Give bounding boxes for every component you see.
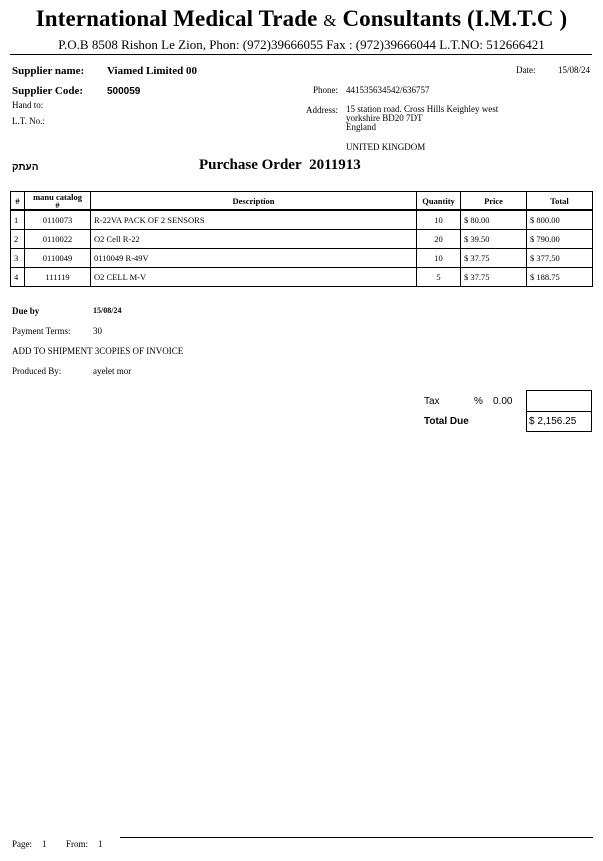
footer-divider bbox=[120, 837, 593, 838]
row-catalog: 0110022 bbox=[25, 230, 91, 249]
address-label: Address: bbox=[306, 105, 338, 115]
row-catalog: 0110049 bbox=[25, 249, 91, 268]
address-country: UNITED KINGDOM bbox=[346, 142, 426, 152]
from-label: From: bbox=[66, 839, 89, 849]
header-divider bbox=[10, 54, 592, 55]
header-description: Description bbox=[91, 192, 417, 211]
due-by-label: Due by bbox=[12, 306, 40, 316]
row-price: $ 37.75 bbox=[461, 249, 527, 268]
table-row bbox=[11, 249, 593, 268]
hand-to-label: Hand to: bbox=[12, 100, 44, 110]
row-num: 3 bbox=[11, 249, 25, 268]
row-catalog: 0110073 bbox=[25, 210, 91, 230]
purchase-order-title bbox=[199, 157, 361, 174]
table-row bbox=[11, 230, 593, 249]
page-label: Page: bbox=[12, 839, 32, 849]
address-line-2: yorkshire BD20 7DT bbox=[346, 113, 423, 123]
supplier-name-value: Viamed Limited 00 bbox=[107, 65, 198, 77]
produced-by-label: Produced By: bbox=[12, 366, 62, 376]
row-quantity: 10 bbox=[417, 210, 461, 230]
row-quantity: 20 bbox=[417, 230, 461, 249]
row-total: $ 800.00 bbox=[527, 210, 593, 230]
payment-terms-value: 30 bbox=[93, 326, 102, 336]
row-quantity: 10 bbox=[417, 249, 461, 268]
payment-terms-label: Payment Terms: bbox=[12, 326, 71, 336]
copy-label: העתק bbox=[12, 162, 39, 173]
company-name bbox=[0, 6, 603, 32]
header-total: Total bbox=[527, 192, 593, 211]
row-quantity: 5 bbox=[417, 268, 461, 287]
purchase-order-number: 2011913 bbox=[309, 157, 361, 173]
row-catalog: 111119 bbox=[25, 268, 91, 287]
row-total: $ 188.75 bbox=[527, 268, 593, 287]
totals-box-divider bbox=[527, 411, 591, 412]
address-block bbox=[346, 105, 498, 132]
totals-box bbox=[526, 390, 592, 432]
purchase-order-label: Purchase Order bbox=[199, 157, 302, 173]
supplier-code-label: Supplier Code: bbox=[12, 85, 84, 97]
supplier-code-value: 500059 bbox=[107, 86, 141, 97]
lt-no-label: L.T. No.: bbox=[12, 116, 45, 126]
items-table bbox=[10, 191, 593, 287]
due-by-value: 15/08/24 bbox=[93, 306, 122, 315]
page-value: 1 bbox=[42, 839, 47, 849]
total-due-value: $ 2,156.25 bbox=[529, 416, 577, 427]
row-description: O2 Cell R-22 bbox=[91, 230, 417, 249]
row-price: $ 80.00 bbox=[461, 210, 527, 230]
header-price: Price bbox=[461, 192, 527, 211]
company-name-part1: International Medical Trade bbox=[35, 6, 318, 31]
row-price: $ 39.50 bbox=[461, 230, 527, 249]
from-value: 1 bbox=[98, 839, 103, 849]
company-name-part2: Consultants (I.M.T.C ) bbox=[342, 6, 568, 31]
header-catalog-line2: # bbox=[55, 199, 60, 210]
phone-label: Phone: bbox=[313, 85, 339, 95]
shipment-note: ADD TO SHIPMENT 3COPIES OF INVOICE bbox=[12, 346, 184, 356]
items-table-header bbox=[11, 192, 593, 211]
row-description: 0110049 R-49V bbox=[91, 249, 417, 268]
tax-percent-sign: % bbox=[474, 396, 483, 407]
tax-value: 0.00 bbox=[493, 396, 513, 407]
table-row bbox=[11, 268, 593, 287]
header-quantity: Quantity bbox=[417, 192, 461, 211]
header-catalog bbox=[25, 192, 91, 211]
total-due-label: Total Due bbox=[424, 416, 469, 427]
row-total: $ 790.00 bbox=[527, 230, 593, 249]
row-description: O2 CELL M-V bbox=[91, 268, 417, 287]
address-line-1: 15 station road. Cross Hills Keighley west bbox=[346, 104, 499, 114]
table-row bbox=[11, 210, 593, 230]
header-num: # bbox=[11, 192, 25, 211]
produced-by-value: ayelet mor bbox=[93, 366, 132, 376]
phone-value: 441535634542/636757 bbox=[346, 85, 430, 95]
header-catalog-line1: manu catalog bbox=[33, 191, 82, 202]
row-total: $ 377.50 bbox=[527, 249, 593, 268]
company-ampersand: & bbox=[323, 11, 337, 30]
address-line-3: England bbox=[346, 122, 376, 132]
row-num: 4 bbox=[11, 268, 25, 287]
row-price: $ 37.75 bbox=[461, 268, 527, 287]
row-num: 1 bbox=[11, 210, 25, 230]
supplier-name-label: Supplier name: bbox=[12, 65, 85, 77]
row-num: 2 bbox=[11, 230, 25, 249]
company-address-line: P.O.B 8508 Rishon Le Zion, Phon: (972)39666055 Fax : (972)39666044 L.T.NO: 512666421 bbox=[58, 37, 545, 52]
date-label: Date: bbox=[516, 65, 536, 75]
tax-label: Tax bbox=[424, 396, 440, 407]
row-description: R-22VA PACK OF 2 SENSORS bbox=[91, 210, 417, 230]
date-value: 15/08/24 bbox=[558, 65, 591, 75]
